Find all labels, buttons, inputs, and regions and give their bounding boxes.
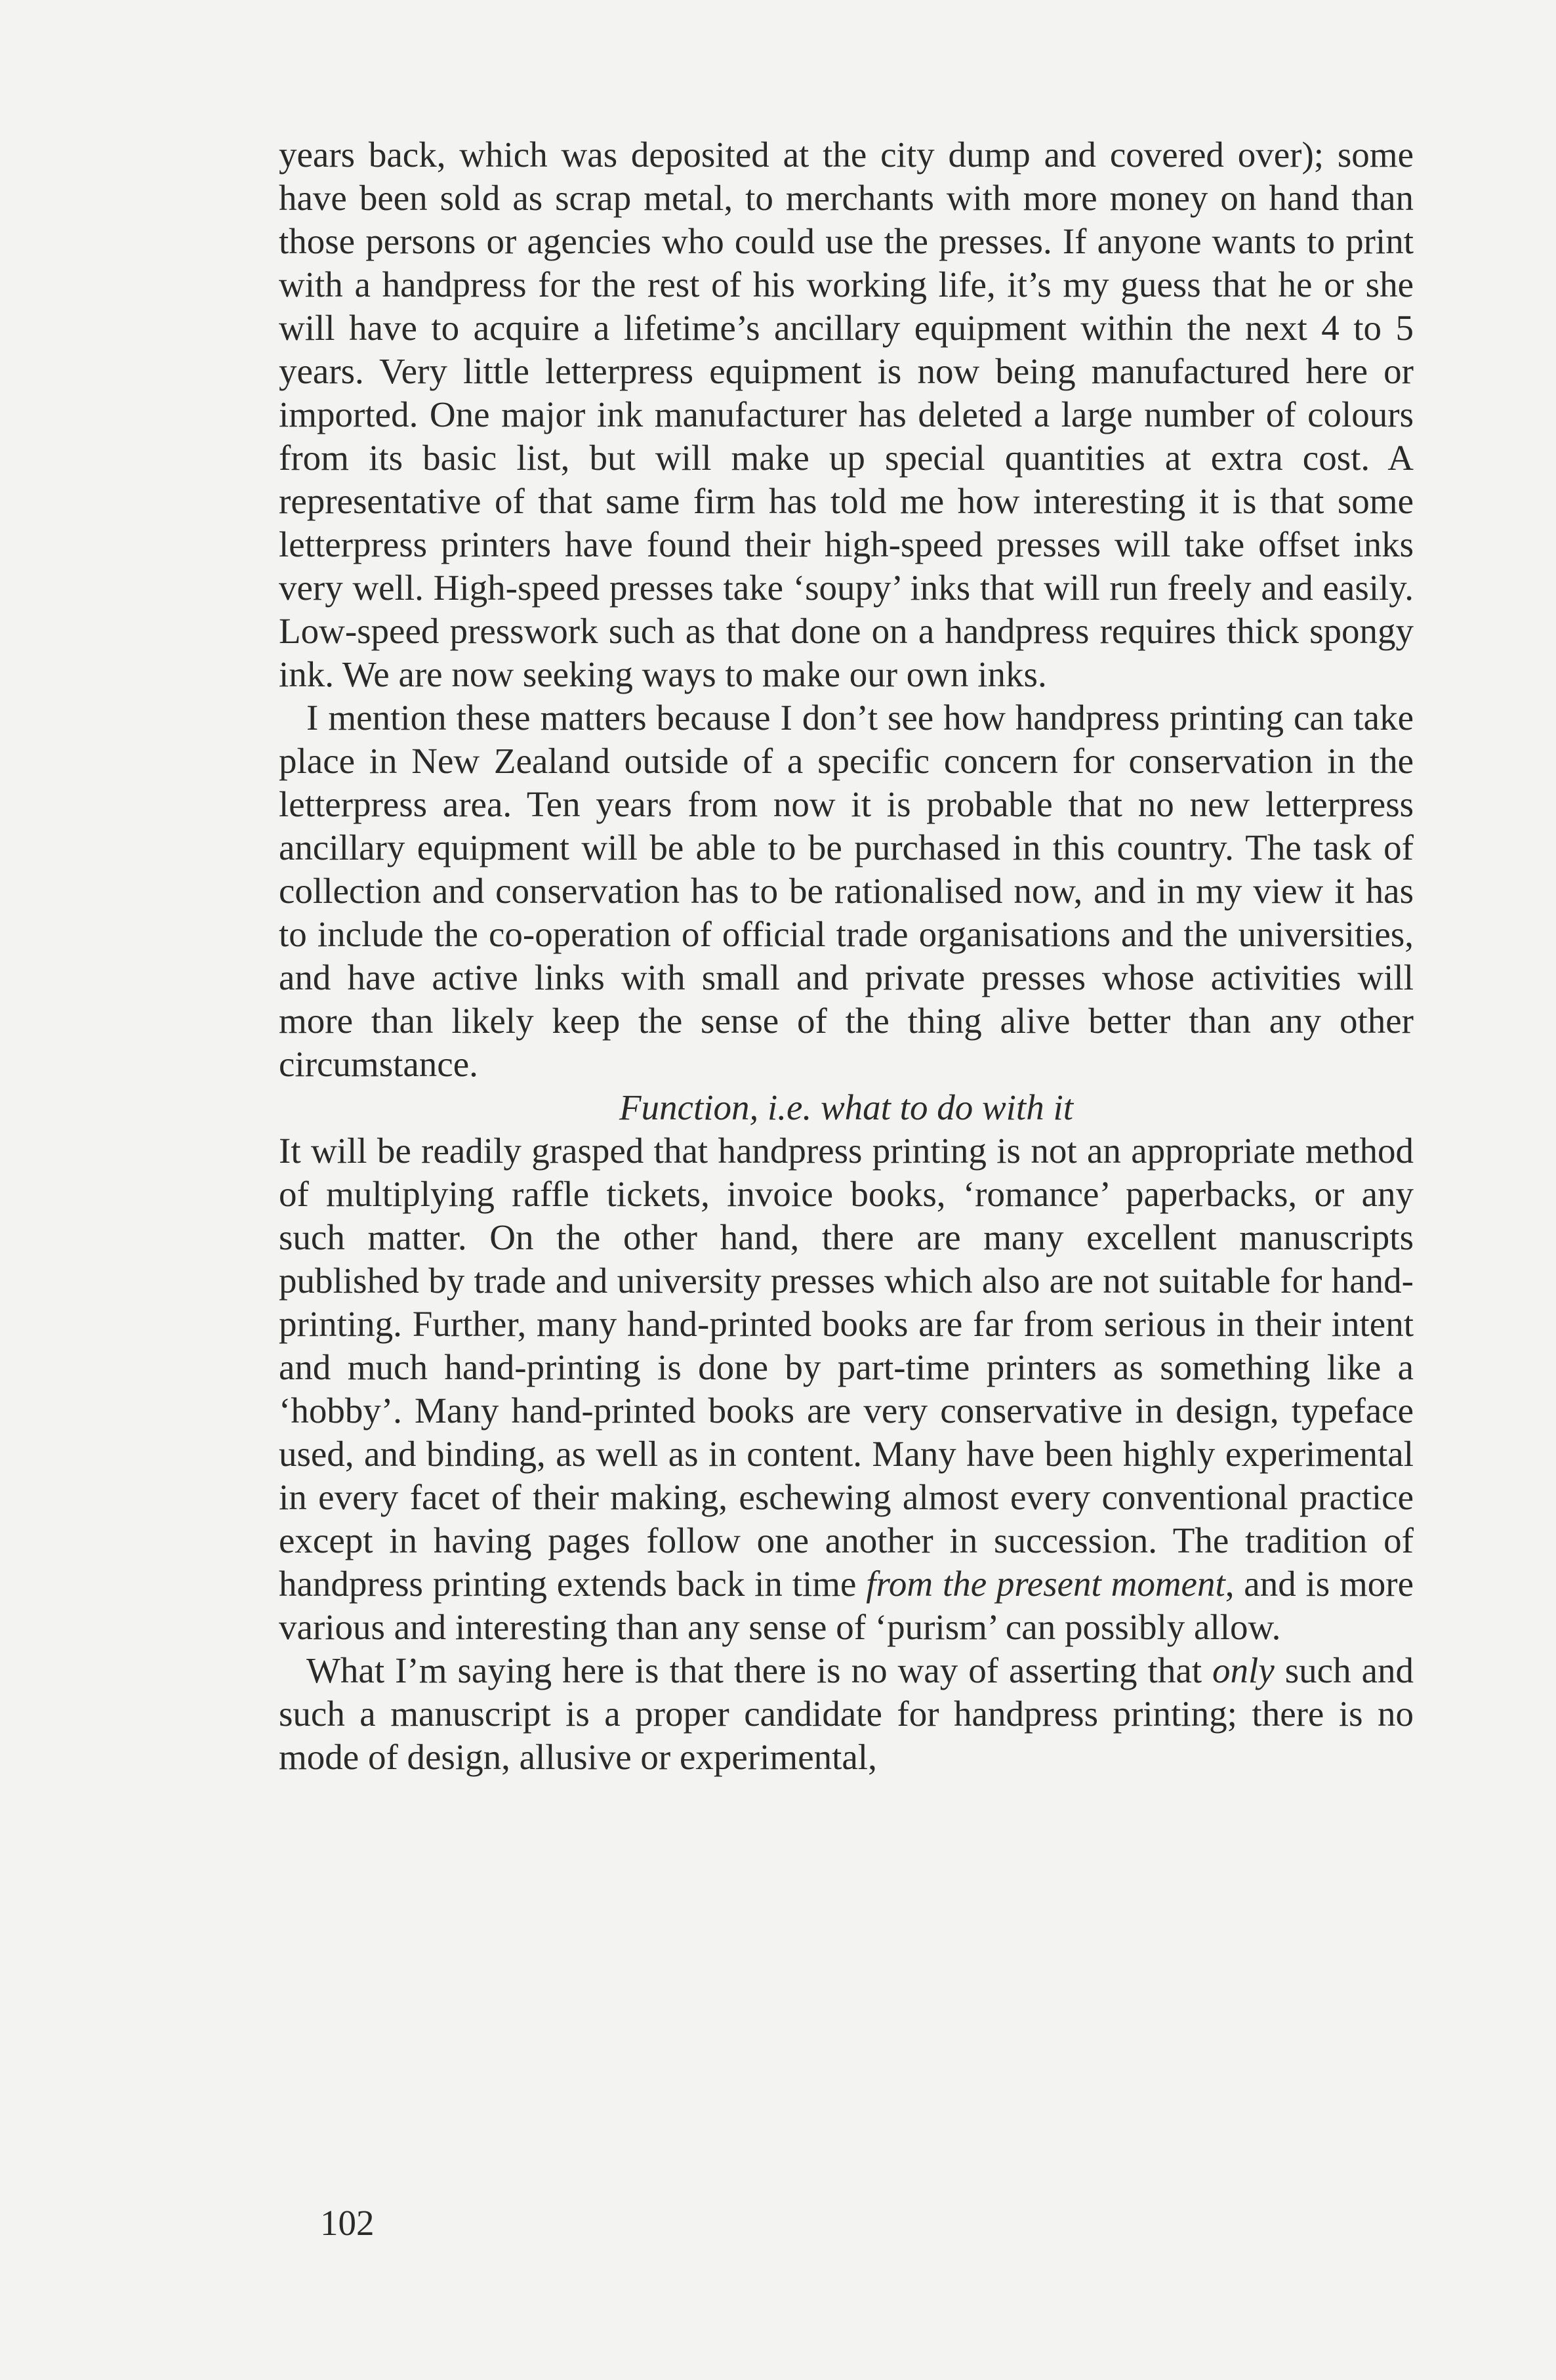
paragraph-4-emphasis: only bbox=[1212, 1650, 1275, 1690]
section-heading: Function, i.e. what to do with it bbox=[619, 1087, 1074, 1127]
paragraph-2: I mention these matters because I don’t see how handpress printing can take place in New Zealand outside of a specific concern for conservation in the letterpress area. Ten years from now it is probable that no new letterpress ancillary equipment will be able to be purchased in this country. The task of collection and conservation has to be rationalised now, and in my view it has to include the co-operation of official trade organisations and the universities, and have active links with small and private presses whose activities will more than likely keep the sense of the thing alive better than any other circumstance. bbox=[279, 698, 1414, 1084]
paragraph-3-text-a: It will be readily grasped that handpress printing is not an appropriate method of multiplying raffle tickets, invoice books, ‘romance’ paperbacks, or any such matter. On the other hand, there are many excellent manuscripts published by trade and university presses which also are not suitable for hand-printing. Further, many hand-printed books are far from serious in their intent and much hand-printing is done by part-time printers as something like a ‘hobby’. Many hand-printed books are very conservative in design, typeface used, and binding, as well as in content. Many have been highly experimental in every facet of their making, eschewing almost every conventional practice except in having pages follow one another in succession. The tradition of handpress printing extends back in time bbox=[279, 1131, 1414, 1604]
body-text bbox=[279, 133, 1414, 1779]
paragraph-4 bbox=[279, 1649, 1414, 1779]
page-number: 102 bbox=[320, 2203, 375, 2243]
paragraph-3-text-b: , and is more various and interesting than any sense of ‘purism’ can possibly allow. bbox=[279, 1564, 1414, 1647]
paragraph-3 bbox=[279, 1129, 1414, 1649]
paragraph-1: years back, which was deposited at the city dump and covered over); some have been sold as scrap metal, to merchants with more money on hand than those persons or agencies who could use the presses. If anyone wants to print with a handpress for the rest of his working life, it’s my guess that he or she will have to acquire a lifetime’s ancillary equipment within the next 4 to 5 years. Very little letterpress equipment is now being manufactured here or imported. One major ink manufacturer has deleted a large number of colours from its basic list, but will make up special quantities at extra cost. A representative of that same firm has told me how interesting it is that some letterpress printers have found their high-speed presses will take offset inks very well. High-speed presses take ‘soupy’ inks that will run freely and easily. Low-speed presswork such as that done on a handpress requires thick spongy ink. We are now seeking ways to make our own inks. bbox=[279, 135, 1414, 694]
paragraph-4-text-b: such and such a manuscript is a proper candidate for handpress printing; there is no mode of design, allusive or experimental, bbox=[279, 1650, 1414, 1777]
paragraph-4-text-a: What I’m saying here is that there is no way of asserting that bbox=[306, 1650, 1213, 1690]
paragraph-3-emphasis: from the present moment bbox=[866, 1564, 1225, 1604]
